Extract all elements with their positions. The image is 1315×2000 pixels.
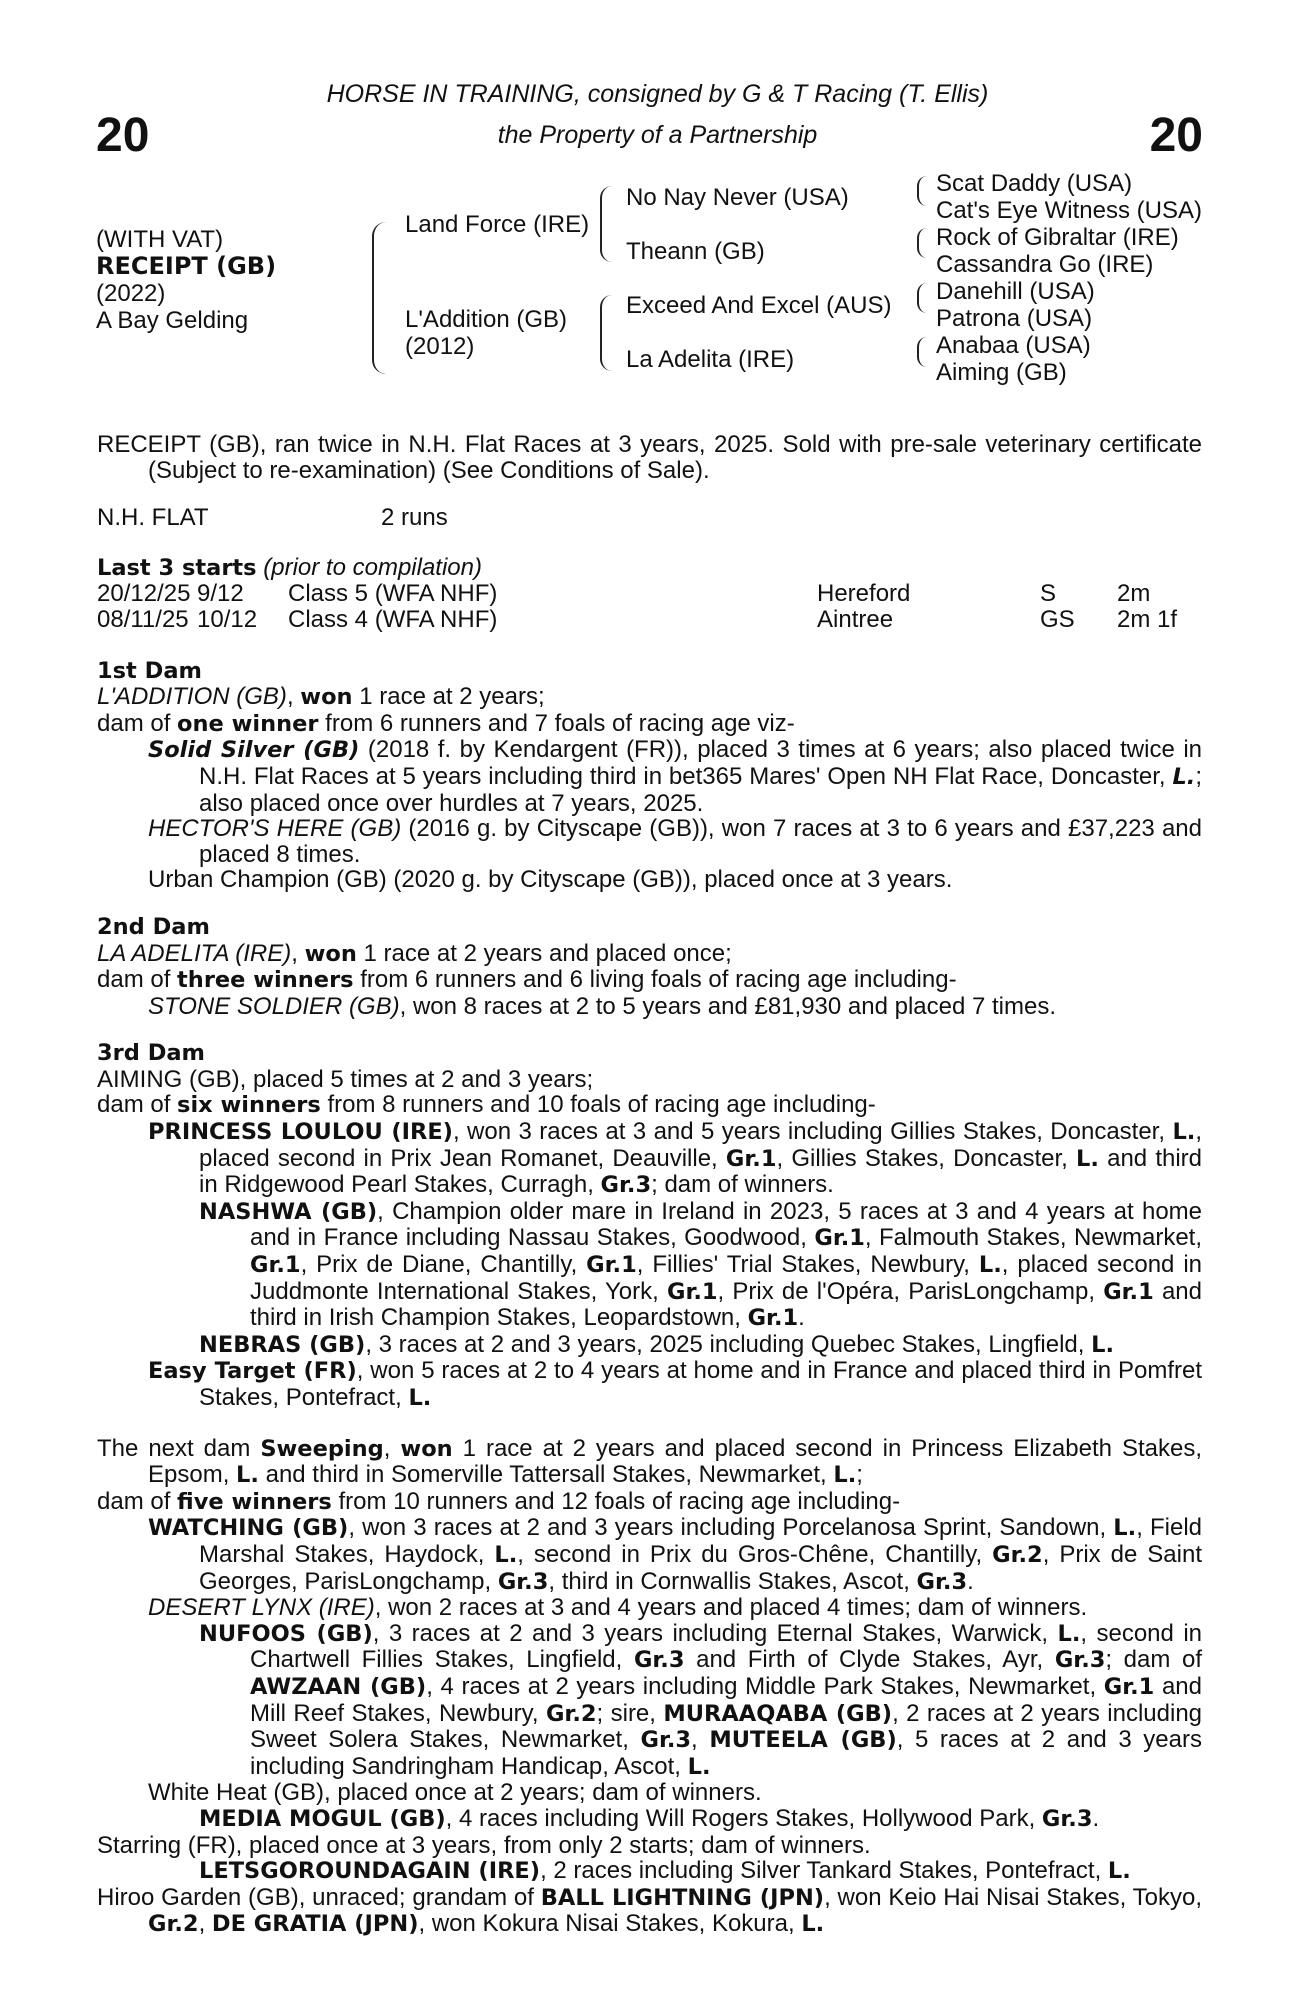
record-row: [97, 505, 1202, 531]
pedigree-brace-dam: [600, 295, 612, 371]
lot-number-right: 20: [1149, 109, 1203, 162]
progeny-entry: Starring (FR), placed once at 3 years, from only 2 starts; dam of winners.: [97, 1831, 871, 1859]
progeny-entry: NEBRAS (GB), 3 races at 2 and 3 years, 2025 including Quebec Stakes, Lingfield, L.: [199, 1330, 1114, 1358]
start-row: 20/12/25 9/12 Class 5 (WFA NHF) Hereford S 2m: [97, 580, 1151, 608]
pedigree-ddd: Aiming (GB): [936, 359, 1067, 386]
second-dam-heading: 2nd Dam: [97, 913, 210, 940]
progeny-entry: PRINCESS LOULOU (IRE), won 3 races at 3 and 5 years including Gillies Stakes, Doncaster, L., placed second in Prix Jean Romanet, Deauville, Gr.1, Gillies Stakes, Doncaster, L. and third in Ridgewood Pearl Stakes, Curragh, Gr.3; dam of winners.: [148, 1118, 1203, 1199]
progeny-entry: WATCHING (GB), won 3 races at 2 and 3 years including Porcelanosa Sprint, Sandown, L., Field Marshal Stakes, Haydock, L., second in Prix du Gros-Chêne, Chantilly, Gr.2, Prix de Saint Georges, ParisLongchamp, Gr.3, third in Cornwallis Stakes, Ascot, Gr.3.: [148, 1514, 1202, 1595]
record-label: N.H. FLAT: [97, 504, 209, 532]
pedigree-dam: L'Addition (GB): [405, 306, 567, 333]
pedigree-sire: Land Force (IRE): [405, 211, 590, 238]
first-dam-heading: 1st Dam: [97, 657, 202, 684]
pedigree-sds: Rock of Gibraltar (IRE): [936, 224, 1179, 251]
next-dam-produce: dam of five winners from 10 runners and 12 foals of racing age including-: [97, 1487, 901, 1515]
pedigree-brace-ds: [917, 283, 927, 313]
pedigree-brace-ss: [917, 176, 927, 206]
foaling-year: (2022): [96, 280, 166, 307]
pedigree-sss: Scat Daddy (USA): [936, 170, 1133, 197]
second-dam-line: LA ADELITA (IRE), won 1 race at 2 years and placed once;: [97, 939, 732, 967]
third-dam-produce: dam of six winners from 8 runners and 10 foals of racing age including-: [97, 1091, 876, 1119]
pedigree-ssd: Cat's Eye Witness (USA): [936, 197, 1202, 224]
pedigree-dam-year: (2012): [405, 333, 475, 360]
pedigree-dam-dam: La Adelita (IRE): [626, 346, 795, 373]
pedigree-brace-sd: [917, 228, 927, 258]
progeny-entry: Solid Silver (GB) (2018 f. by Kendargent (FR)), placed 3 times at 6 years; also placed twice in N.H. Flat Races at 5 years including third in bet365 Mares' Open NH Flat Race, Doncaster, L.; also placed once over hurdles at 7 years, 2025.: [148, 736, 1202, 817]
progeny-entry: HECTOR'S HERE (GB) (2016 g. by Cityscape (GB)), won 7 races at 3 to 6 years and £37,223 and placed 8 times.: [148, 815, 1202, 868]
progeny-entry: DESERT LYNX (IRE), won 2 races at 3 and 4 years and placed 4 times; dam of winners.: [148, 1594, 1088, 1622]
horse-description: A Bay Gelding: [96, 307, 249, 334]
progeny-entry: Hiroo Garden (GB), unraced; grandam of BALL LIGHTNING (JPN), won Keio Hai Nisai Stakes, Tokyo, Gr.2, DE GRATIA (JPN), won Kokura Nisai Stakes, Kokura, L.: [97, 1883, 1202, 1938]
intro-paragraph: RECEIPT (GB), ran twice in N.H. Flat Races at 3 years, 2025. Sold with pre-sale veterinary certificate (Subject to re-examination) (See Conditions of Sale).: [97, 431, 1202, 484]
last-starts-heading: Last 3 starts (prior to compilation): [97, 553, 482, 581]
lot-number-left: 20: [96, 109, 150, 162]
next-dam-line: The next dam Sweeping, won 1 race at 2 years and placed second in Princess Elizabeth Stakes, Epsom, L. and third in Somerville Tattersall Stakes, Newmarket, L.;: [97, 1434, 1202, 1489]
progeny-entry: White Heat (GB), placed once at 2 years; dam of winners.: [148, 1779, 762, 1807]
third-dam-heading: 3rd Dam: [97, 1040, 205, 1067]
record-runs: 2 runs: [381, 504, 448, 532]
second-dam-produce: dam of three winners from 6 runners and 6 living foals of racing age including-: [97, 966, 957, 994]
progeny-entry: NUFOOS (GB), 3 races at 2 and 3 years including Eternal Stakes, Warwick, L., second in Chartwell Fillies Stakes, Lingfield, Gr.3 and Firth of Clyde Stakes, Ayr, Gr.3; dam of AWZAAN (GB), 4 races at 2 years including Middle Park Stakes, Newmarket, Gr.1 and Mill Reef Stakes, Newbury, Gr.2; sire, MURAAQABA (GB), 2 races at 2 years including Sweet Solera Stakes, Newmarket, Gr.3, MUTEELA (GB), 5 races at 2 and 3 years including Sandringham Handicap, Ascot, L.: [199, 1619, 1203, 1780]
pedigree-dsd: Patrona (USA): [936, 305, 1093, 332]
progeny-entry: NASHWA (GB), Champion older mare in Ireland in 2023, 5 races at 3 and 4 years at home and in France including Nassau Stakes, Goodwood, Gr.1, Falmouth Stakes, Newmarket, Gr.1, Prix de Diane, Chantilly, Gr.1, Fillies' Trial Stakes, Newbury, L., placed second in Juddmonte International Stakes, York, Gr.1, Prix de l'Opéra, ParisLongchamp, Gr.1 and third in Irish Champion Stakes, Leopardstown, Gr.1.: [199, 1197, 1203, 1332]
pedigree-sire-dam: Theann (GB): [626, 238, 765, 265]
first-dam-line: L'ADDITION (GB), won 1 race at 2 years;: [97, 683, 545, 711]
first-dam-produce: dam of one winner from 6 runners and 7 foals of racing age viz-: [97, 709, 795, 737]
progeny-entry: MEDIA MOGUL (GB), 4 races including Will Rogers Stakes, Hollywood Park, Gr.3.: [199, 1804, 1100, 1832]
start-row: 08/11/25 10/12 Class 4 (WFA NHF) Aintree GS 2m 1f: [97, 605, 1178, 633]
progeny-entry: Urban Champion (GB) (2020 g. by Cityscape (GB)), placed once at 3 years.: [148, 866, 953, 894]
progeny-entry: Easy Target (FR), won 5 races at 2 to 4 years at home and in France and placed third in Pomfret Stakes, Pontefract, L.: [148, 1357, 1203, 1411]
third-dam-line: AIMING (GB), placed 5 times at 2 and 3 years;: [97, 1065, 594, 1093]
pedigree-brace-main: [372, 222, 386, 374]
pedigree-dam-sire: Exceed And Excel (AUS): [626, 292, 892, 319]
pedigree-dss: Danehill (USA): [936, 278, 1095, 305]
catalogue-body: [97, 432, 1202, 1938]
pedigree-sdd: Cassandra Go (IRE): [936, 251, 1154, 278]
vat-label: (WITH VAT): [96, 226, 224, 253]
pedigree-brace-dd: [917, 337, 927, 367]
property-line: the Property of a Partnership: [497, 121, 818, 149]
pedigree-dds: Anabaa (USA): [936, 332, 1091, 359]
progeny-entry: LETSGOROUNDAGAIN (IRE), 2 races including Silver Tankard Stakes, Pontefract, L.: [199, 1857, 1131, 1885]
consignor-line: HORSE IN TRAINING, consigned by G & T Racing (T. Ellis): [326, 80, 989, 108]
horse-name: RECEIPT (GB): [96, 252, 277, 280]
progeny-entry: STONE SOLDIER (GB), won 8 races at 2 to 5 years and £81,930 and placed 7 times.: [148, 992, 1057, 1020]
pedigree-sire-sire: No Nay Never (USA): [626, 184, 849, 211]
pedigree-brace-sire: [600, 186, 612, 262]
